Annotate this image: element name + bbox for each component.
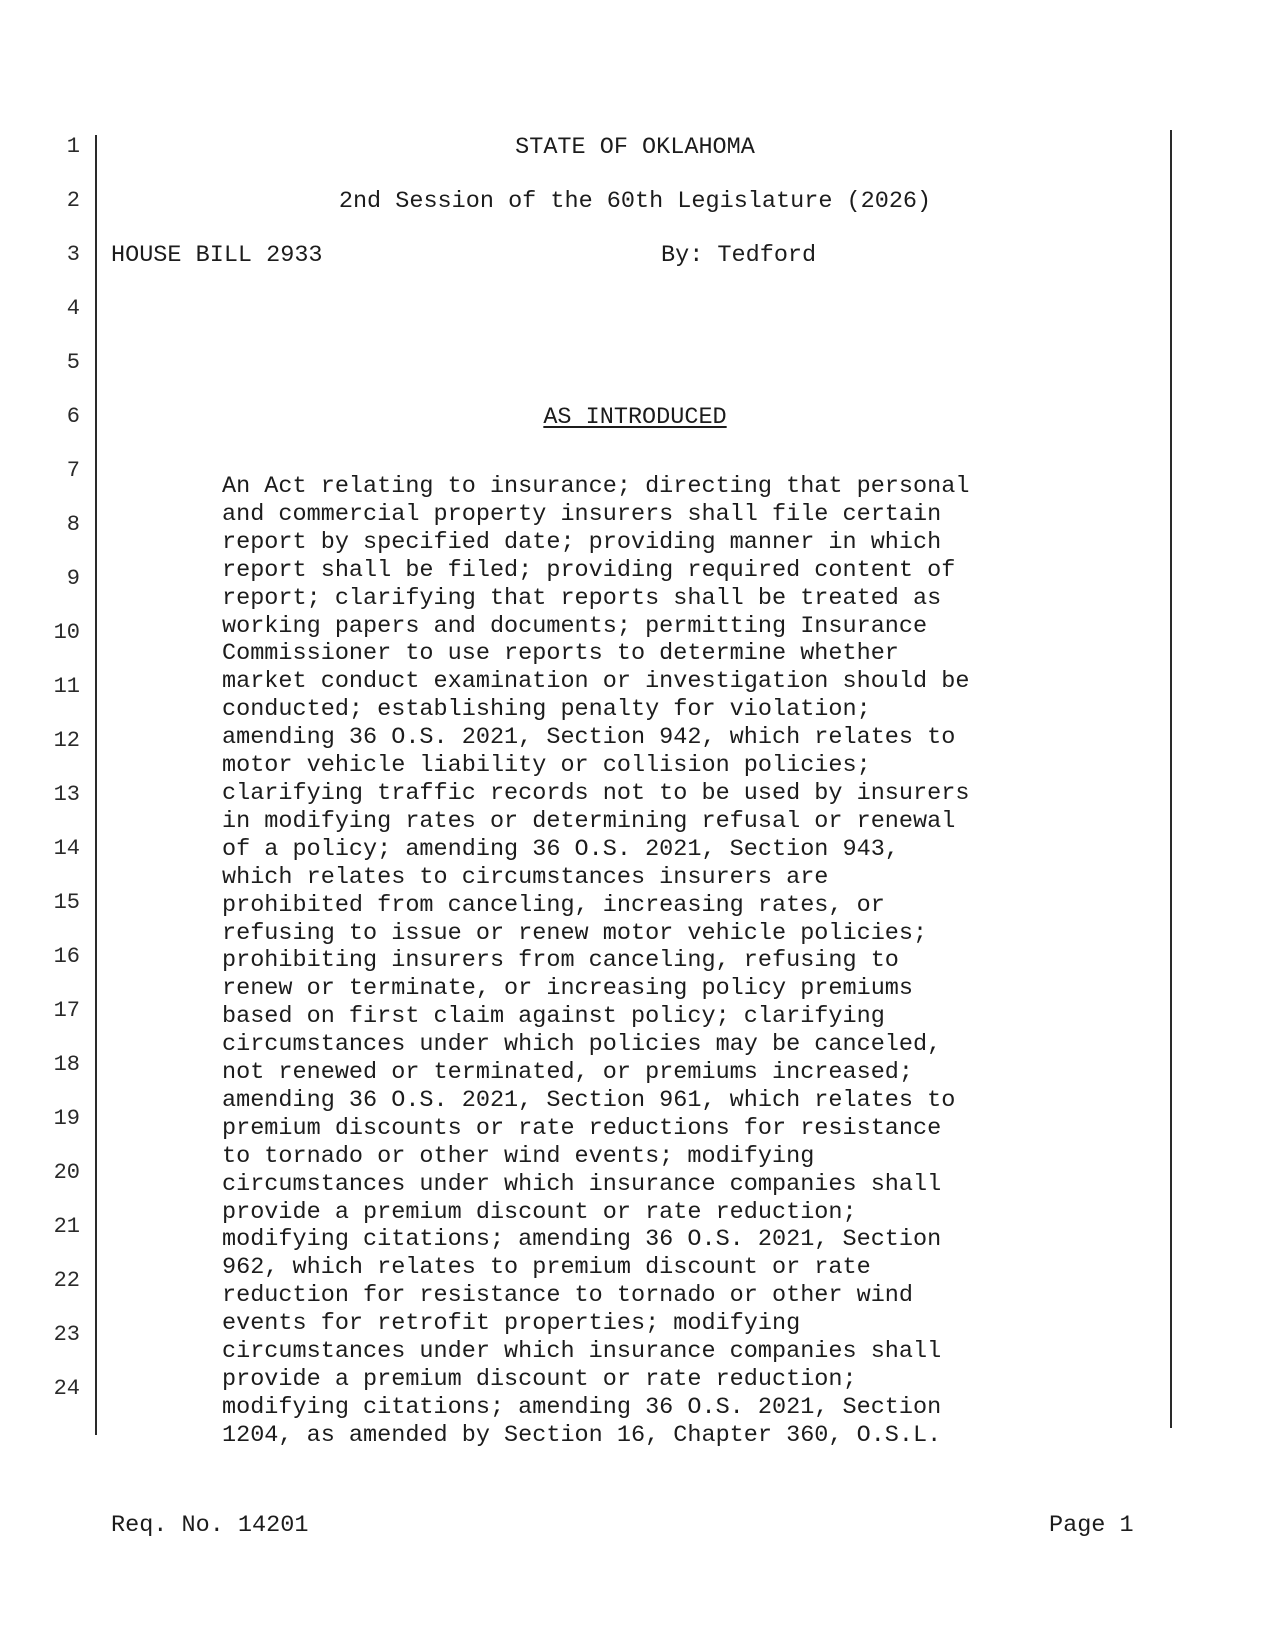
abstract-line: modifying citations; amending 36 O.S. 2021, Section: [222, 1226, 942, 1254]
abstract-line: renew or terminate, or increasing policy premiums: [222, 975, 914, 1003]
abstract-line: report; clarifying that reports shall be treated as: [222, 584, 942, 612]
abstract-line: of a policy; amending 36 O.S. 2021, Section 943,: [222, 835, 899, 863]
abstract-line: 962, which relates to premium discount or rate: [222, 1254, 871, 1282]
abstract-line: reduction for resistance to tornado or other wind: [222, 1282, 914, 1310]
line-number: 5: [66, 350, 80, 375]
abstract-line: amending 36 O.S. 2021, Section 961, which relates to: [222, 1086, 956, 1114]
abstract-line: motor vehicle liability or collision policies;: [222, 752, 871, 780]
abstract-line: circumstances under which insurance companies shall: [222, 1338, 942, 1366]
state-heading: STATE OF OKLAHOMA: [515, 134, 755, 161]
abstract-line: report shall be filed; providing required content of: [222, 556, 956, 584]
bill-abstract: [222, 473, 1122, 1450]
left-margin-rule: [95, 135, 97, 1435]
line-number: 16: [53, 944, 80, 969]
page-number: Page 1: [1049, 1512, 1134, 1539]
line-number: 11: [53, 674, 80, 699]
abstract-line: Commissioner to use reports to determine whether: [222, 640, 899, 668]
bill-number: HOUSE BILL 2933: [111, 242, 323, 269]
abstract-line: market conduct examination or investigation should be: [222, 668, 970, 696]
line-number: 18: [53, 1052, 80, 1077]
abstract-line: refusing to issue or renew motor vehicle policies;: [222, 919, 928, 947]
bill-status: AS INTRODUCED: [543, 404, 727, 431]
line-number: 9: [66, 566, 80, 591]
abstract-line: 1204, as amended by Section 16, Chapter 360, O.S.L.: [222, 1421, 942, 1449]
abstract-line: prohibiting insurers from canceling, refusing to: [222, 947, 899, 975]
abstract-line: prohibited from canceling, increasing rates, or: [222, 891, 885, 919]
line-number: 7: [66, 458, 80, 483]
abstract-line: based on first claim against policy; clarifying: [222, 1003, 885, 1031]
line-number: 8: [66, 512, 80, 537]
session-heading: 2nd Session of the 60th Legislature (2026): [338, 188, 932, 215]
line-number: 20: [53, 1160, 80, 1185]
abstract-line: in modifying rates or determining refusal or renewal: [222, 807, 956, 835]
abstract-line: conducted; establishing penalty for violation;: [222, 696, 871, 724]
abstract-line: which relates to circumstances insurers are: [222, 863, 829, 891]
abstract-line: and commercial property insurers shall file certain: [222, 500, 942, 528]
request-number: Req. No. 14201: [111, 1512, 309, 1539]
abstract-line: An Act relating to insurance; directing that personal: [222, 473, 970, 500]
line-number: 1: [66, 134, 80, 159]
line-number: 24: [53, 1376, 80, 1401]
bill-author: By: Tedford: [661, 242, 817, 269]
line-number: 13: [53, 782, 80, 807]
abstract-line: provide a premium discount or rate reduction;: [222, 1198, 857, 1226]
abstract-line: circumstances under which insurance companies shall: [222, 1170, 942, 1198]
right-margin-rule: [1170, 130, 1172, 1428]
line-number: 17: [53, 998, 80, 1023]
line-number: 21: [53, 1214, 80, 1239]
line-number: 15: [53, 890, 80, 915]
line-number: 12: [53, 728, 80, 753]
line-number: 14: [53, 836, 80, 861]
abstract-line: amending 36 O.S. 2021, Section 942, which relates to: [222, 724, 956, 752]
abstract-line: circumstances under which policies may be canceled,: [222, 1031, 942, 1059]
line-number: 6: [66, 404, 80, 429]
line-number: 2: [66, 188, 80, 213]
abstract-line: not renewed or terminated, or premiums increased;: [222, 1059, 914, 1087]
line-number: 23: [53, 1322, 80, 1347]
line-number: 22: [53, 1268, 80, 1293]
abstract-line: report by specified date; providing manner in which: [222, 528, 942, 556]
abstract-line: events for retrofit properties; modifying: [222, 1310, 801, 1338]
abstract-line: premium discounts or rate reductions for resistance: [222, 1114, 942, 1142]
line-number: 19: [53, 1106, 80, 1131]
abstract-line: modifying citations; amending 36 O.S. 2021, Section: [222, 1393, 942, 1421]
abstract-line: clarifying traffic records not to be used by insurers: [222, 779, 970, 807]
abstract-line: provide a premium discount or rate reduction;: [222, 1366, 857, 1393]
abstract-line: working papers and documents; permitting Insurance: [222, 612, 928, 640]
line-number: 10: [53, 620, 80, 645]
line-number: 4: [66, 296, 80, 321]
line-number: 3: [66, 242, 80, 267]
abstract-line: to tornado or other wind events; modifying: [222, 1142, 815, 1170]
